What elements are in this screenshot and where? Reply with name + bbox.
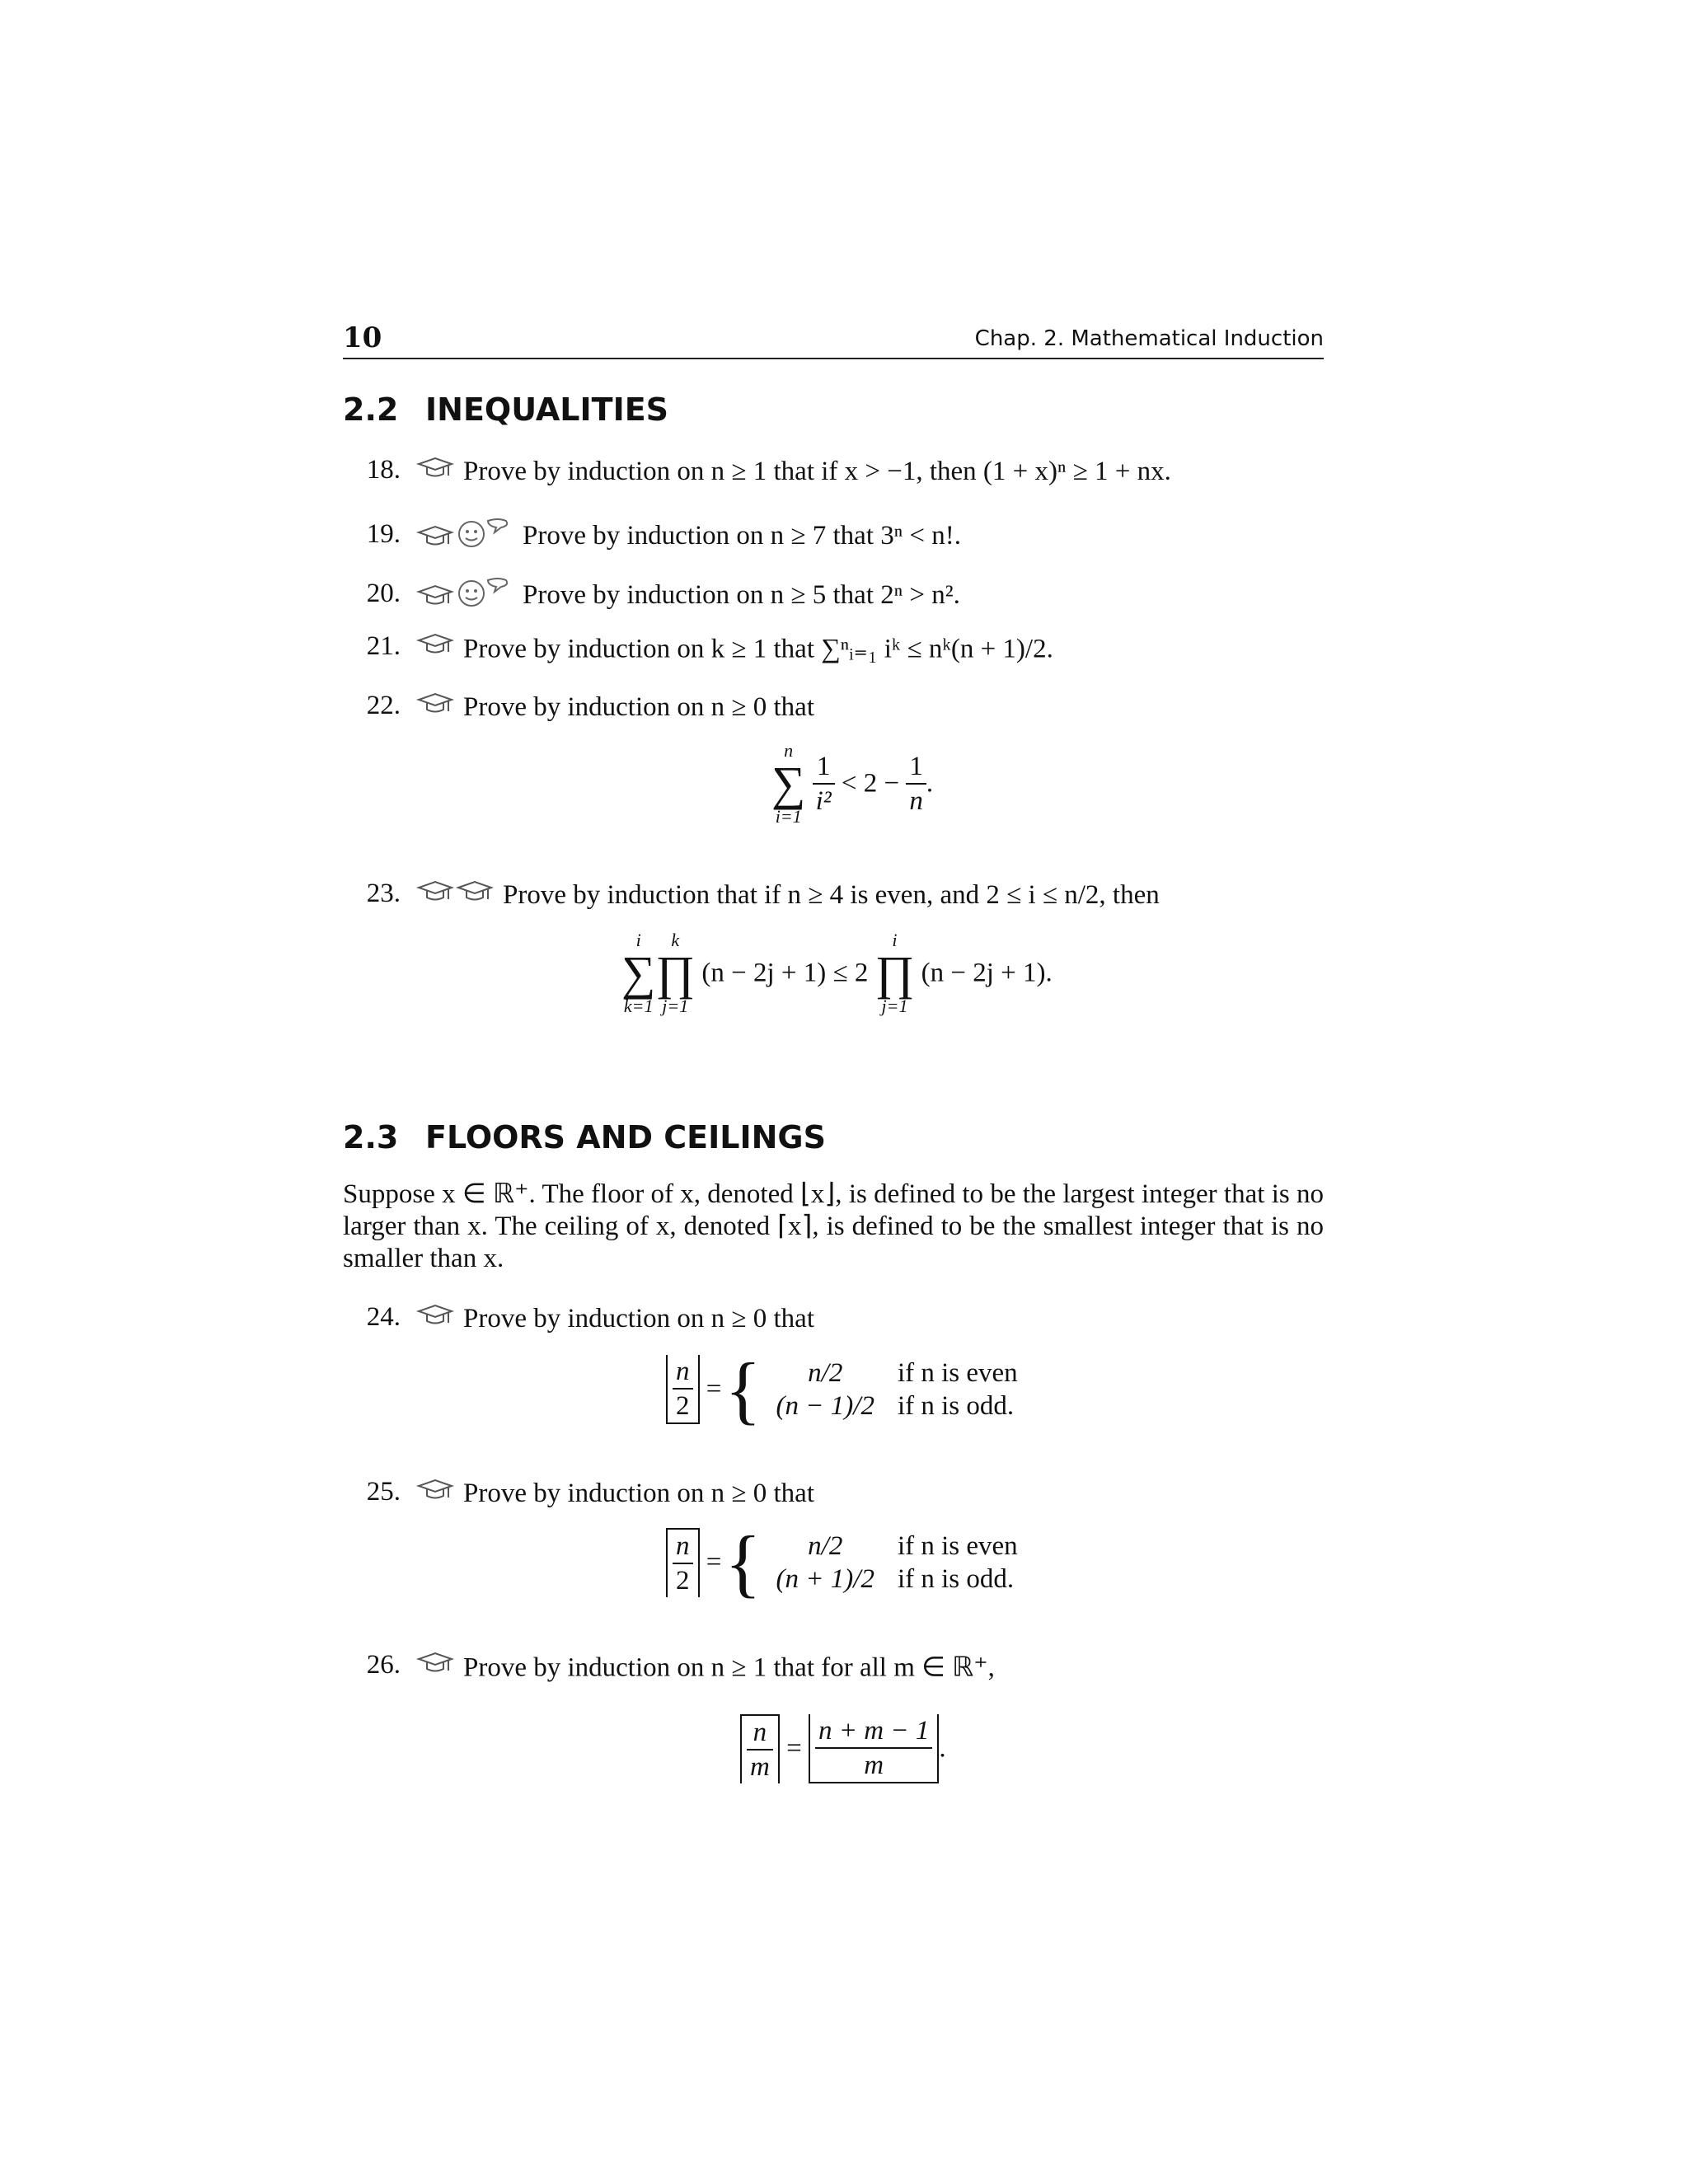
problem-text: Prove by induction that if n ≥ 4 is even, and 2 ≤ i ≤ n/2, then: [503, 879, 1160, 910]
ceiling-bracket: $\frac{n}{2}$: [666, 1528, 700, 1597]
fraction: $\frac{1}{\text{i²}}$: [813, 750, 835, 818]
problem-25: [343, 1477, 814, 1510]
problem-text: Prove by induction on n ≥ 0 that: [463, 1478, 814, 1508]
graduation-cap-icon: [415, 691, 455, 716]
problem-number: 25.: [366, 1477, 401, 1507]
equation-24: $\frac{n}{2}$ ={ n/2 if n is even (n − 1)/2 if n is odd.: [666, 1352, 1029, 1427]
problem-20: [343, 575, 960, 616]
equation-25: $\frac{n}{2}$ ={ n/2 if n is even (n + 1)/2 if n is odd.: [666, 1525, 1029, 1601]
product-operator: k ∏ j=1: [655, 930, 696, 1016]
graduation-cap-icon: [415, 879, 455, 904]
equation-22: n ∑ i=1 $\frac{1}{\text{i²}}$ < 2 − $\frac{1}{n}$ .: [771, 740, 934, 827]
problem-number: 26.: [366, 1650, 401, 1680]
page-number: 10: [343, 321, 382, 354]
equation-23: i ∑ k=1 k ∏ j=1 (n − 2j + 1) ≤ 2 i ∏ j=1 (n − 2j + 1).: [621, 930, 1053, 1016]
product-operator: i ∏ j=1: [874, 930, 915, 1016]
section-heading-floors-ceilings: 2.3 FLOORS AND CEILINGS: [343, 1119, 826, 1155]
graduation-cap-icon: [415, 456, 455, 480]
graduation-cap-icon: [415, 632, 455, 657]
problem-text: Prove by induction on n ≥ 5 that 2ⁿ > n².: [523, 580, 960, 610]
problem-number: 18.: [366, 455, 401, 485]
floor-ceiling-definition: Suppose x ∈ ℝ⁺. The floor of x, denoted ⌊x⌋, is defined to be the largest integer that is no larger than x. The ceiling of x, denoted ⌈x⌉, is defined to be the smallest integer that is no smaller than x.: [343, 1179, 1324, 1273]
problem-number: 21.: [366, 631, 401, 661]
graduation-cap-icon: [415, 524, 455, 549]
fraction: $\frac{1}{n}$: [906, 750, 926, 818]
graduation-cap-icon: [415, 1303, 455, 1328]
problem-text: Prove by induction on n ≥ 7 that 3ⁿ < n!.: [523, 521, 961, 551]
graduation-cap-icon: [415, 1651, 455, 1675]
sum-operator: n ∑ i=1: [771, 740, 806, 827]
sum-operator: i ∑ k=1: [621, 930, 656, 1016]
problem-text: Prove by induction on n ≥ 0 that: [463, 691, 814, 722]
problem-text: Prove by induction on n ≥ 1 that for all m ∈ ℝ⁺,: [463, 1652, 995, 1683]
problem-26: [343, 1650, 995, 1683]
cases: n/2 if n is even (n − 1)/2 if n is odd.: [776, 1358, 1018, 1421]
graduation-cap-icon: [415, 1478, 455, 1502]
problem-number: 19.: [366, 519, 401, 550]
problem-number: 22.: [366, 691, 401, 720]
chapter-title: Chap. 2. Mathematical Induction: [974, 326, 1324, 351]
problem-24: [343, 1302, 814, 1335]
smiley-speech-icon: [455, 516, 514, 549]
section-heading-inequalities: 2.2 INEQUALITIES: [343, 391, 669, 428]
problem-18: [343, 455, 1171, 488]
smiley-speech-icon: [455, 575, 514, 608]
equation-26: $\frac{n}{m}$ = $\frac{n + m - 1}{m}$ .: [740, 1714, 946, 1783]
problem-number: 24.: [366, 1302, 401, 1332]
problem-text: Prove by induction on n ≥ 1 that if x > −1, then (1 + x)ⁿ ≥ 1 + nx.: [463, 456, 1171, 486]
floor-bracket: $\frac{n + m - 1}{m}$: [809, 1714, 939, 1783]
problem-text: Prove by induction on n ≥ 0 that: [463, 1303, 814, 1333]
floor-bracket: $\frac{n}{2}$: [666, 1355, 700, 1424]
page: [343, 321, 1324, 1782]
running-header: [343, 321, 1324, 359]
problem-number: 20.: [366, 579, 401, 609]
ceiling-bracket: $\frac{n}{m}$: [740, 1714, 780, 1783]
problem-text: Prove by induction on k ≥ 1 that ∑ⁿᵢ₌₁ iᵏ ≤ nᵏ(n + 1)/2.: [463, 634, 1053, 664]
cases: n/2 if n is even (n + 1)/2 if n is odd.: [776, 1531, 1018, 1594]
problem-22: [343, 691, 814, 724]
problem-21: [343, 631, 1053, 664]
graduation-cap-icon: [455, 879, 495, 904]
problem-23: [343, 879, 1160, 912]
problem-number: 23.: [366, 879, 401, 908]
problem-19: [343, 516, 961, 556]
graduation-cap-icon: [415, 583, 455, 608]
